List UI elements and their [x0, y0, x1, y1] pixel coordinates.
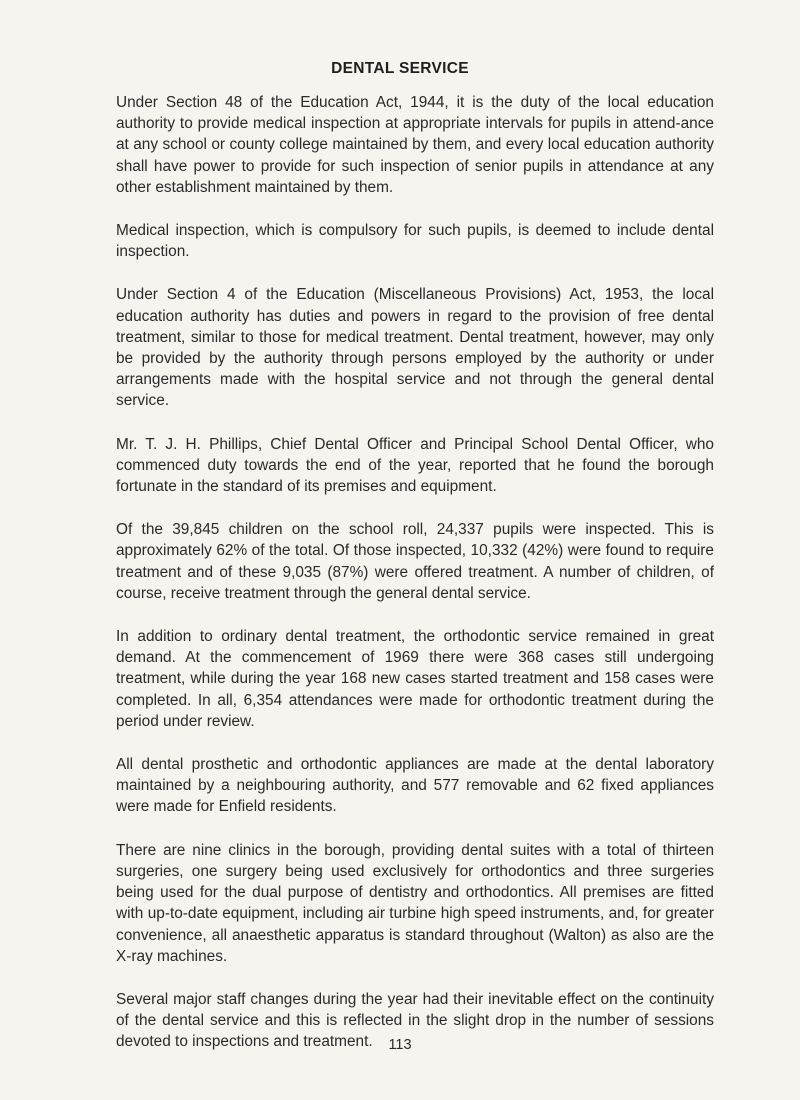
page-title: DENTAL SERVICE — [331, 60, 469, 77]
paragraph-staff-changes: Several major staff changes during the year had their inevitable effect on the continuity of the dental service and this is reflected in the slight drop in the number of sessions devoted to inspections and treatment. — [116, 990, 714, 1051]
paragraph-medical-inspection: Medical inspection, which is compulsory for such pupils, is deemed to include dental inspection. — [116, 222, 714, 261]
paragraph-orthodontic-service: In addition to ordinary dental treatment, the orthodontic service remained in great demand. At the commencement of 1969 there were 368 cases still undergoing treatment, while during the year 168 new cases started treatment and 158 cases were completed. In all, 6,354 attendances were made for orthodontic treatment during the period under review. — [116, 628, 714, 730]
body-text — [116, 92, 714, 1075]
paragraph-miscellaneous-provisions: Under Section 4 of the Education (Miscellaneous Provisions) Act, 1953, the local education authority has duties and powers in regard to the provision of free dental treatment, similar to those for medical treatment. Dental treatment, however, may only be provided by the authority through persons employed by the authority or under arrangements made with the hospital service and not through the general dental service. — [116, 286, 714, 410]
paragraph-chief-dental-officer: Mr. T. J. H. Phillips, Chief Dental Officer and Principal School Dental Officer, who commenced duty towards the end of the year, reported that he found the borough fortunate in the standard of its premises and equipment. — [116, 435, 714, 496]
page-number: 113 — [388, 1037, 412, 1053]
paragraph-education-act: Under Section 48 of the Education Act, 1944, it is the duty of the local education authority to provide medical inspection at appropriate intervals for pupils in attend-ance at any school or county college maintained by them, and every local education authority shall have power to provide for such inspection of senior pupils in attendance at any other establishment maintained by them. — [116, 94, 714, 196]
paragraph-appliances: All dental prosthetic and orthodontic appliances are made at the dental laboratory maintained by a neighbouring authority, and 577 removable and 62 fixed appliances were made for Enfield residents. — [116, 756, 714, 816]
paragraph-inspection-statistics: Of the 39,845 children on the school roll, 24,337 pupils were inspected. This is approximately 62% of the total. Of those inspected, 10,332 (42%) were found to require treatment and of these 9,035 (87%) were offered treatment. A number of children, of course, receive treatment through the general dental service. — [116, 521, 714, 602]
paragraph-clinics: There are nine clinics in the borough, providing dental suites with a total of thirteen surgeries, one surgery being used exclusively for orthodontics and three surgeries being used for the dual purpose of dentistry and orthodontics. All premises are fitted with up-to-date equipment, including air turbine high speed instruments, and, for greater convenience, all anaesthetic apparatus is standard throughout (Walton) as also are the X-ray machines. — [116, 841, 714, 965]
